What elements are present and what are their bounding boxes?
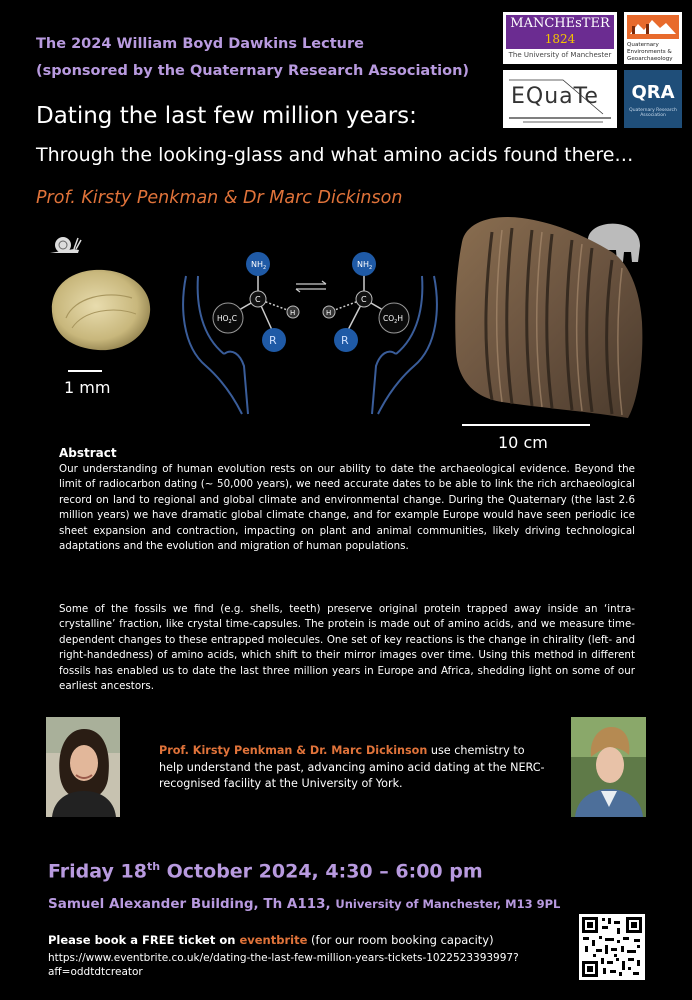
amino-acid-racemization-diagram	[172, 236, 448, 416]
shell-image	[44, 262, 156, 356]
svg-text:C: C	[255, 295, 261, 304]
abstract-heading: Abstract	[59, 446, 117, 460]
svg-text:R: R	[341, 334, 349, 347]
event-venue: Samuel Alexander Building, Th A113, University of Manchester, M13 9PL	[48, 896, 561, 912]
bio-names: Prof. Kirsty Penkman & Dr. Marc Dickinson	[159, 744, 428, 757]
svg-text:C: C	[361, 295, 367, 304]
shell-scale-bar	[68, 370, 102, 372]
snail-icon	[48, 234, 82, 256]
equate-logo: EQuaTe	[503, 70, 617, 128]
qeg-logo: Quaternary Environments & Geoarchaeology	[624, 12, 682, 64]
abstract-paragraph-2: Some of the fossils we find (e.g. shells, teeth) preserve original protein trapped away inside an ‘intra-crystalline’ fraction, like crystal time-capsules. The protein is made out of amino acids, and we measure time-dependent changes to these entrapped molecules. One set of key reactions is the change in chirality (left- and right-handedness) of amino acids, which shift to their mirror images over time. Using this method in different fossils has enabled us to date the last three million years in Europe and Africa, shedding light on some of our earliest ancestors.	[59, 603, 635, 693]
abstract-paragraph-1: Our understanding of human evolution rests on our ability to date the archaeological evidence. Beyond the limit of radiocarbon dating (~ 50,000 years), we need accurate dates to be able to link the rich archaeological record on land to regional and global climate and environmental change. During the Quaternary (the last 2.6 million years) we have dramatic global climate change, and for example Europe would have seen periodic ice sheet expansion and contraction, impacting on plant and animal communities, likely driving technological adaptations and the evolution and migration of human populations.	[59, 463, 635, 553]
lecture-title: The 2024 William Boyd Dawkins Lecture	[36, 36, 364, 52]
eventbrite-link[interactable]: eventbrite	[239, 933, 308, 947]
svg-text:HO2C: $HO_2C$	[217, 314, 237, 325]
speakers: Prof. Kirsty Penkman & Dr Marc Dickinson	[36, 188, 403, 208]
svg-text:NH2: $NH_2$	[357, 260, 373, 271]
svg-text:CO2H: $CO_2H$	[383, 314, 403, 325]
marc-dickinson-photo	[571, 717, 646, 817]
talk-subtitle: Through the looking-glass and what amino acids found there…	[36, 144, 634, 166]
svg-text:H: H	[326, 309, 332, 317]
qra-logo: QRA Quaternary Research Association	[624, 70, 682, 128]
shell-scale-label: 1 mm	[64, 378, 111, 397]
tooth-scale-label: 10 cm	[498, 433, 548, 452]
bio-text: use chemistry to help understand the past, advancing amino acid dating at the NERC-recognised facility at the University of York.	[159, 744, 545, 791]
booking-info: Please book a FREE ticket on eventbrite (for our room booking capacity)	[48, 933, 494, 947]
kirsty-penkman-photo	[46, 717, 120, 817]
lecture-sponsor: (sponsored by the Quaternary Research Association)	[36, 63, 470, 79]
tooth-scale-bar	[462, 424, 590, 426]
svg-text:H: H	[290, 309, 296, 317]
svg-text:R: R	[269, 334, 277, 347]
qr-code[interactable]	[579, 914, 645, 980]
booking-url[interactable]: https://www.eventbrite.co.uk/e/dating-the-last-few-million-years-tickets-1022523393997?aff=oddtdtcreator	[48, 952, 519, 978]
talk-title: Dating the last few million years:	[36, 103, 417, 129]
mammoth-tooth-image	[452, 212, 646, 422]
event-date: Friday 18th October 2024, 4:30 – 6:00 pm	[48, 860, 483, 883]
svg-text:NH2: $NH_2$	[251, 260, 267, 271]
speaker-bio	[159, 743, 549, 793]
university-of-manchester-logo: MANCHEsTER 1824 The University of Manchester	[503, 12, 617, 64]
